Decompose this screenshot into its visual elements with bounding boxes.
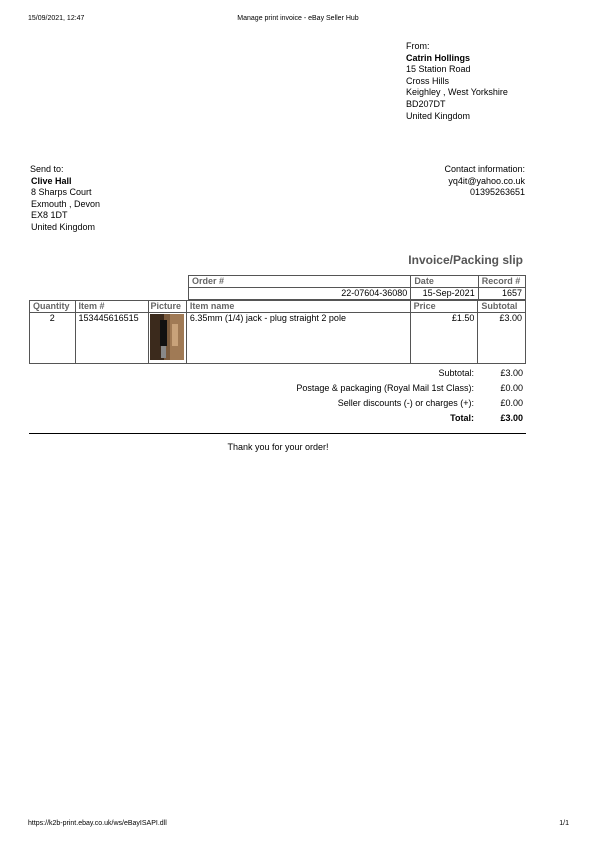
send-to-label: Send to: (30, 164, 64, 174)
table-row (30, 313, 526, 364)
contact-email: yq4it@yahoo.co.uk (448, 175, 525, 186)
record-number-header: Record # (478, 276, 525, 288)
item-picture-cell (149, 313, 186, 364)
from-line: BD207DT (406, 98, 446, 109)
print-url: https://k2b-print.ebay.co.uk/ws/eBayISAPI.dll (28, 820, 167, 827)
send-to-address (30, 164, 100, 234)
print-page-number: 1/1 (559, 820, 569, 827)
date-header: Date (411, 276, 478, 288)
from-line: Keighley , West Yorkshire (406, 87, 508, 98)
send-to-name: Clive Hall (31, 175, 72, 186)
item-name: 6.35mm (1/4) jack - plug straight 2 pole (186, 313, 410, 364)
send-to-line: United Kingdom (31, 221, 96, 232)
item-thumbnail-image (150, 314, 184, 360)
item-number: 153445616515 (75, 313, 149, 364)
order-meta-table (188, 275, 526, 300)
postage-value: £0.00 (500, 383, 523, 393)
send-to-line: Exmouth , Devon (31, 198, 101, 209)
from-line: Cross Hills (406, 75, 450, 86)
price-header: Price (410, 301, 478, 313)
picture-header: Picture (149, 301, 186, 313)
postage-label: Postage & packaging (Royal Mail 1st Class): (296, 383, 474, 393)
total-value: £3.00 (500, 413, 523, 423)
send-to-line: EX8 1DT (31, 210, 68, 221)
contact-information (444, 164, 525, 199)
order-number-header: Order # (189, 276, 411, 288)
item-price: £1.50 (410, 313, 478, 364)
from-address (406, 41, 508, 122)
item-subtotal: £3.00 (478, 313, 526, 364)
from-line: 15 Station Road (406, 64, 471, 75)
send-to-line: 8 Sharps Court (31, 187, 92, 198)
thank-you-message: Thank you for your order! (227, 442, 329, 452)
contact-label: Contact information: (444, 164, 525, 174)
items-table (29, 300, 526, 364)
discount-label: Seller discounts (-) or charges (+): (337, 398, 474, 408)
discount-value: £0.00 (500, 398, 523, 408)
from-line: United Kingdom (406, 110, 471, 121)
item-quantity: 2 (30, 313, 76, 364)
total-label: Total: (450, 413, 474, 423)
date-value: 15-Sep-2021 (411, 288, 478, 300)
divider (29, 433, 526, 434)
contact-phone: 01395263651 (469, 187, 525, 198)
order-number-value: 22-07604-36080 (189, 288, 411, 300)
subtotal-header: Subtotal (478, 301, 526, 313)
from-label: From: (406, 41, 430, 51)
invoice-title: Invoice/Packing slip (408, 253, 523, 267)
quantity-header: Quantity (30, 301, 76, 313)
item-name-header: Item name (186, 301, 410, 313)
record-number-value: 1657 (478, 288, 525, 300)
subtotal-label: Subtotal: (438, 368, 474, 378)
item-number-header: Item # (75, 301, 149, 313)
from-name: Catrin Hollings (406, 52, 471, 63)
print-page-title: Manage print invoice - eBay Seller Hub (237, 15, 359, 22)
subtotal-value: £3.00 (500, 368, 523, 378)
print-datetime: 15/09/2021, 12:47 (28, 15, 85, 22)
